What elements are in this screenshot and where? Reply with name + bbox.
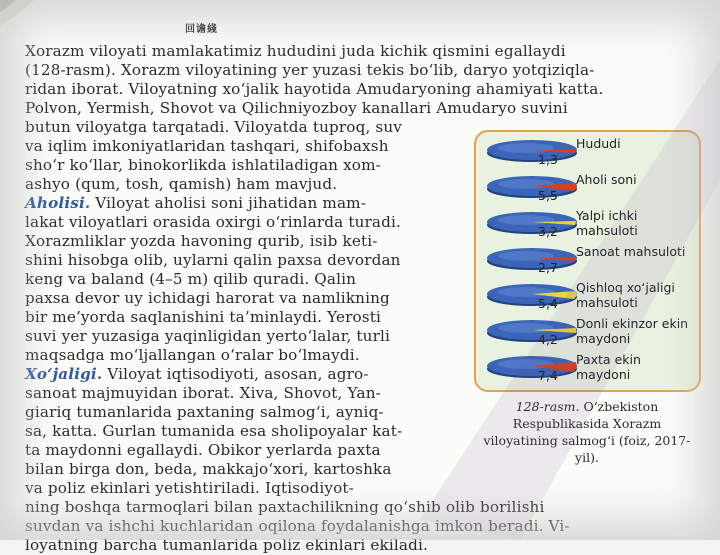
text-line: giariq tumanlarida paxtaning salmog‘i, ayniq- <box>25 403 384 421</box>
figure-item-sanoat-mahsuloti <box>478 244 697 280</box>
text-line: ashyo (qum, tosh, qamish) ham mavjud. <box>25 175 338 193</box>
caption-text: O‘zbekiston Respublikasida Xorazm viloyatining salmog‘i (foiz, 2017-yil). <box>483 399 691 465</box>
caption-number: 128-rasm. <box>515 399 580 414</box>
text-line: ning boshqa tarmoqlari bilan paxtachilikning qo‘shib olib borilishi <box>25 498 545 516</box>
share-label: Hududi <box>576 136 621 151</box>
text-line: paxsa devor uy ichidagi harorat va namlikning <box>25 289 390 307</box>
pie-disk-icon <box>486 174 582 198</box>
share-value: 5,5 <box>538 188 558 203</box>
figure-item-donli-ekinzor <box>478 316 697 352</box>
text-line: sa, katta. Gurlan tumanida esa sholipoyalar kat- <box>25 422 403 440</box>
text-line: suvdan va ishchi kuchlaridan oqilona foydalanishga imkon beradi. Vi- <box>25 517 570 535</box>
text-line: Polvon, Yermish, Shovot va Qilichniyozboy kanallari Amudaryo suvini <box>25 99 568 117</box>
text-line: keng va baland (4–5 m) qilib quradi. Qalin <box>25 270 357 288</box>
text-span: Viloyat aholisi soni jihatidan mam- <box>90 194 366 212</box>
share-label: Qishloq xo‘jaligi mahsuloti <box>576 280 675 310</box>
figure-item-yalpi-ichki-mahsuloti <box>478 208 697 244</box>
share-label: Paxta ekin maydoni <box>576 352 641 382</box>
text-line: loyatning barcha tumanlarida poliz ekinlari ekiladi. <box>25 536 428 554</box>
section-heading-xojaligi: Xo‘jaligi. <box>25 365 103 383</box>
text-line: sanoat majmuyidan iborat. Xiva, Shovot, Yan- <box>25 384 381 402</box>
text-line: ta maydonni egallaydi. Obikor yerlarda paxta <box>25 441 381 459</box>
text-line: lakat viloyatlari orasida oxirgi o‘rinlarda turadi. <box>25 213 401 231</box>
pie-disk-icon <box>486 318 582 342</box>
text-line: bir me’yorda saqlanishini ta’minlaydi. Yerosti <box>25 308 381 326</box>
text-line: Xorazmliklar yozda havoning qurib, isib keti- <box>25 232 378 250</box>
figure-item-aholi-soni <box>478 172 697 208</box>
text-line: bilan birga don, beda, makkajo‘xori, kartoshka <box>25 460 392 478</box>
figure-128-box <box>474 130 701 392</box>
share-label: Donli ekinzor ekin maydoni <box>576 316 689 346</box>
section-heading-aholisi: Aholisi. <box>25 194 91 212</box>
xojaligi-paragraph-start <box>25 365 455 384</box>
aholisi-paragraph-start <box>25 194 455 213</box>
qr-code: 回谵綫 <box>185 24 218 35</box>
text-line: maqsadga mo‘ljallangan o‘ralar bo‘lmaydi. <box>25 346 360 364</box>
text-line: (128-rasm). Xorazm viloyatining yer yuzasi tekis bo‘lib, daryo yotqiziqla- <box>25 61 595 79</box>
text-line: ridan iborat. Viloyatning xo‘jalik hayotida Amudaryoning ahamiyati katta. <box>25 80 604 98</box>
pie-disk-icon <box>486 246 582 270</box>
share-value: 5,4 <box>538 296 558 311</box>
pie-disk-icon <box>486 282 582 306</box>
share-value: 4,2 <box>538 332 558 347</box>
figure-item-paxta-ekin-maydoni <box>478 352 697 388</box>
share-value: 3,2 <box>538 224 558 239</box>
share-value: 2,7 <box>538 260 558 275</box>
text-line: va poliz ekinlari yetishtiriladi. Iqtisodiyot- <box>25 479 354 497</box>
corner-decoration <box>0 0 60 40</box>
figure-item-hududi <box>478 136 697 172</box>
share-value: 1,3 <box>538 152 558 167</box>
share-label: Aholi soni <box>576 172 637 187</box>
text-line: shini hisobga olib, uylarni qalin paxsa devordan <box>25 251 401 269</box>
share-label: Sanoat mahsuloti <box>576 244 686 259</box>
text-line: Xorazm viloyati mamlakatimiz hududini juda kichik qismini egallaydi <box>25 42 566 60</box>
text-line: suvi yer yuzasiga yaqinligidan yerto‘lalar, turli <box>25 327 391 345</box>
text-line: va iqlim imkoniyatlaridan tashqari, shifobaxsh <box>25 137 389 155</box>
pie-disk-icon <box>486 210 582 234</box>
share-label: Yalpi ichki mahsuloti <box>576 208 638 238</box>
share-value: 7,4 <box>538 368 558 383</box>
figure-item-qishloq-xojaligi <box>478 280 697 316</box>
text-line: butun viloyatga tarqatadi. Viloyatda tuproq, suv <box>25 118 403 136</box>
pie-disk-icon <box>486 354 582 378</box>
pie-disk-icon <box>486 138 582 162</box>
figure-caption <box>478 398 696 466</box>
text-line: sho‘r ko‘llar, binokorlikda ishlatiladigan xom- <box>25 156 381 174</box>
text-span: Viloyat iqtisodiyoti, asosan, agro- <box>102 365 369 383</box>
